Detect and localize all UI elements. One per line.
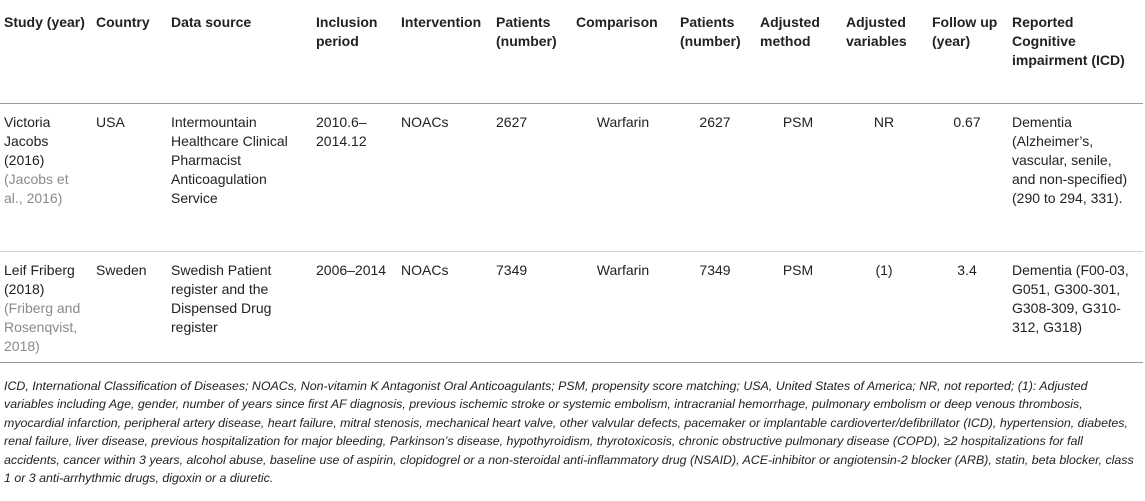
header-intervention: Intervention bbox=[401, 14, 482, 30]
study-name: Leif Friberg (2018) bbox=[4, 261, 75, 297]
cell-country: USA bbox=[96, 113, 125, 130]
table-footnote: ICD, International Classification of Diseases; NOACs, Non-vitamin K Antagonist Oral Anticoagulants; PSM, propensity score matching; USA, United States of America; NR, not reported; (1): Adjusted variables including Age, gender, number of years since first AF diagnosis, previous ischemic stroke or systemic embolism, intracranial hemorrhage, pulmonary embolism or deep venous thrombosis, myocardial infarction, peripheral artery disease, heart failure, mitral stenosis, mechanical heart valve, other valvular defects, pacemaker or implantable cardioverter/defibrillator (ICD), hypertension, diabetes, renal failure, liver disease, previous hospitalization for major bleeding, Parkinson’s disease, hypothyroidism, thyrotoxicosis, chronic obstructive pulmonary disease (COPD), ≥2 hospitalizations for fall accidents, cancer within 3 years, alcohol abuse, baseline use of aspirin, clopidogrel or a non-steroidal anti-inflammatory drug (NSAID), ACE-inhibitor or angiotensin-2 blocker (ARB), statin, beta blocker, class 1 or 3 anti-arrhythmic drugs, digoxin or a diuretic. bbox=[4, 379, 1134, 486]
header-follow-up: Follow up (year) bbox=[932, 14, 998, 49]
cell-study bbox=[0, 103, 92, 251]
cell-comparison: Warfarin bbox=[596, 113, 650, 130]
cell-adjusted-variables: NR bbox=[873, 113, 895, 130]
study-name: Victoria Jacobs (2016) bbox=[4, 113, 51, 168]
cell-inclusion-period: 2010.6–2014.12 bbox=[316, 113, 367, 149]
cell-follow-up: 3.4 bbox=[957, 261, 977, 278]
table-row bbox=[0, 103, 1143, 251]
cell-adjusted-variables: (1) bbox=[875, 261, 893, 278]
header-adjusted-variables: Adjusted variables bbox=[846, 14, 907, 49]
header-patients-intervention: Patients (number) bbox=[496, 14, 557, 49]
study-citation-link[interactable]: (Jacobs et al., 2016) bbox=[4, 170, 69, 206]
header-study: Study (year) bbox=[4, 14, 85, 30]
cell-data-source: Intermountain Healthcare Clinical Pharmacist Anticoagulation Service bbox=[171, 113, 288, 206]
header-country: Country bbox=[96, 14, 150, 30]
header-inclusion-period: Inclusion period bbox=[316, 14, 378, 49]
cell-intervention: NOACs bbox=[401, 113, 449, 130]
cell-patients-intervention: 7349 bbox=[496, 261, 528, 278]
cell-adjusted-method: PSM bbox=[782, 261, 814, 278]
cell-cognitive-impairment: Dementia (F00-03, G051, G300-301, G308-309, G310-312, G318) bbox=[1012, 261, 1129, 335]
header-comparison: Comparison bbox=[576, 14, 658, 30]
cell-patients-comparison: 2627 bbox=[699, 113, 731, 130]
study-citation-link[interactable]: (Friberg and Rosenqvist, 2018) bbox=[4, 299, 81, 354]
header-adjusted-method: Adjusted method bbox=[760, 14, 820, 49]
header-row bbox=[0, 0, 1143, 103]
cell-study bbox=[0, 251, 92, 362]
cell-follow-up: 0.67 bbox=[953, 113, 981, 130]
cell-adjusted-method: PSM bbox=[782, 113, 814, 130]
cell-data-source: Swedish Patient register and the Dispensed Drug register bbox=[171, 261, 272, 335]
cell-patients-intervention: 2627 bbox=[496, 113, 528, 130]
cell-intervention: NOACs bbox=[401, 261, 449, 278]
table-row bbox=[0, 251, 1143, 362]
cell-comparison: Warfarin bbox=[596, 261, 650, 278]
header-data-source: Data source bbox=[171, 14, 252, 30]
cell-inclusion-period: 2006–2014 bbox=[316, 261, 387, 278]
cell-country: Sweden bbox=[96, 261, 147, 278]
cell-patients-comparison: 7349 bbox=[699, 261, 731, 278]
header-patients-comparison: Patients (number) bbox=[680, 14, 741, 49]
header-cognitive-impairment: Reported Cognitive impairment (ICD) bbox=[1012, 14, 1125, 68]
cell-cognitive-impairment: Dementia (Alzheimer’s, vascular, senile, and non-specified) (290 to 294, 331). bbox=[1012, 113, 1128, 206]
